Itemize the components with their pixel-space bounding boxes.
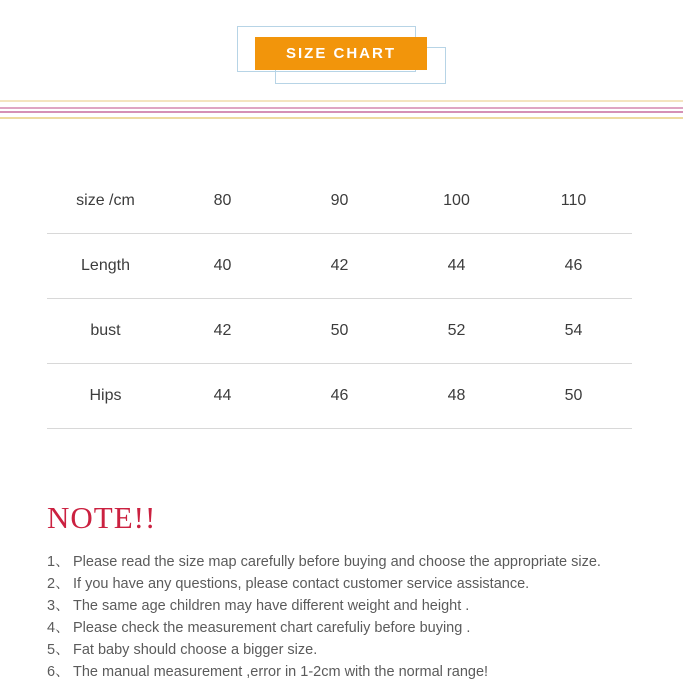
note-item-number: 3、 bbox=[47, 598, 70, 614]
table-cell: 48 bbox=[447, 387, 466, 404]
note-item-text: The manual measurement ,error in 1-2cm with the normal range! bbox=[73, 664, 489, 680]
note-title: NOTE!! bbox=[47, 500, 157, 535]
note-item-text: The same age children may have different weight and height . bbox=[73, 598, 470, 614]
banner-title: SIZE CHART bbox=[286, 45, 396, 62]
divider-line-pink-2 bbox=[0, 111, 683, 113]
table-cell: 50 bbox=[330, 322, 349, 339]
table-cell: 46 bbox=[564, 257, 583, 274]
table-cell: 40 bbox=[213, 257, 232, 274]
table-cell: 52 bbox=[447, 322, 466, 339]
table-header-cell: 90 bbox=[330, 192, 349, 209]
note-item bbox=[47, 595, 652, 617]
table-cell: 50 bbox=[564, 387, 583, 404]
row-label: Hips bbox=[89, 387, 122, 404]
note-item-text: Please check the measurement chart carefuliy before buying . bbox=[73, 620, 471, 636]
table-cell: 54 bbox=[564, 322, 583, 339]
table-header-cell: size /cm bbox=[76, 192, 135, 209]
table-row-hips bbox=[47, 364, 632, 429]
note-item-text: If you have any questions, please contact customer service assistance. bbox=[73, 576, 530, 592]
note-section bbox=[47, 500, 652, 683]
note-list bbox=[47, 551, 652, 683]
size-chart-banner bbox=[255, 37, 427, 70]
table-header-cell: 100 bbox=[443, 192, 470, 209]
table-header-row bbox=[47, 169, 632, 234]
note-item bbox=[47, 551, 652, 573]
divider-line-yellow-bottom bbox=[0, 117, 683, 119]
note-item bbox=[47, 617, 652, 639]
table-header-cell: 80 bbox=[213, 192, 232, 209]
table-cell: 44 bbox=[447, 257, 466, 274]
table-cell: 42 bbox=[213, 322, 232, 339]
row-label: Length bbox=[81, 257, 130, 274]
note-item-number: 2、 bbox=[47, 576, 70, 592]
size-table bbox=[47, 169, 632, 429]
note-item-text: Fat baby should choose a bigger size. bbox=[73, 642, 318, 658]
table-header-cell: 110 bbox=[560, 192, 587, 209]
table-cell: 44 bbox=[213, 387, 232, 404]
note-item-number: 4、 bbox=[47, 620, 70, 636]
note-item bbox=[47, 573, 652, 595]
table-cell: 42 bbox=[330, 257, 349, 274]
note-item bbox=[47, 661, 652, 683]
table-cell: 46 bbox=[330, 387, 349, 404]
divider-line-pink-1 bbox=[0, 107, 683, 109]
note-item-number: 6、 bbox=[47, 664, 70, 680]
note-item bbox=[47, 639, 652, 661]
note-item-number: 1、 bbox=[47, 554, 70, 570]
table-row-bust bbox=[47, 299, 632, 364]
note-item-text: Please read the size map carefully before buying and choose the appropriate size. bbox=[73, 554, 601, 570]
table-row-length bbox=[47, 234, 632, 299]
note-item-number: 5、 bbox=[47, 642, 70, 658]
divider-line-yellow-top bbox=[0, 100, 683, 102]
row-label: bust bbox=[90, 322, 121, 339]
